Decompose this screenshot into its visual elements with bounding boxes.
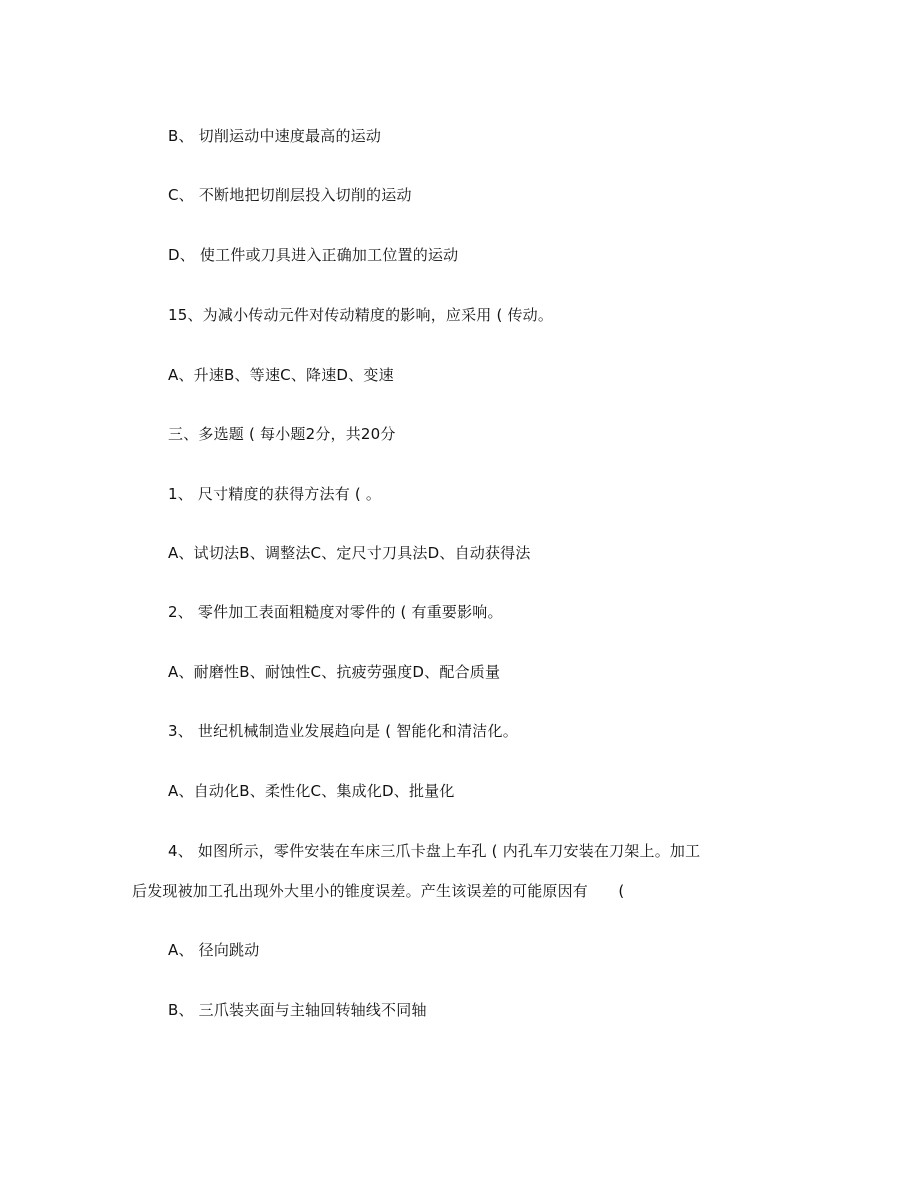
question-2-text: 2、 零件加工表面粗糙度对零件的 ( 有重要影响。 xyxy=(168,603,503,621)
option-b-text: B、 切削运动中速度最高的运动 xyxy=(168,127,382,145)
question-2-options: A、耐磨性B、耐蚀性C、抗疲劳强度D、配合质量 xyxy=(168,663,501,681)
question-15-text: 15、为减小传动元件对传动精度的影响，应采用 ( 传动。 xyxy=(168,306,554,324)
question-4-text-line-2: 后发现被加工孔出现外大里小的锥度误差。产生该误差的可能原因有 ( xyxy=(132,882,625,900)
question-15-options: A、升速B、等速C、降速D、变速 xyxy=(168,366,394,384)
question-4-option-a: A、 径向跳动 xyxy=(168,941,260,959)
question-1-options: A、试切法B、调整法C、定尺寸刀具法D、自动获得法 xyxy=(168,544,531,562)
option-d-text: D、 使工件或刀具进入正确加工位置的运动 xyxy=(168,246,459,264)
option-c-text: C、 不断地把切削层投入切削的运动 xyxy=(168,186,412,204)
question-4-text-line-1: 4、 如图所示，零件安装在车床三爪卡盘上车孔 ( 内孔车刀安装在刀架上。加工 xyxy=(168,842,701,860)
question-3-text: 3、 世纪机械制造业发展趋向是 ( 智能化和清洁化。 xyxy=(168,722,518,740)
question-1-text: 1、 尺寸精度的获得方法有 ( 。 xyxy=(168,485,382,503)
question-3-options: A、自动化B、柔性化C、集成化D、批量化 xyxy=(168,782,455,800)
section-heading-multiple-choice: 三、多选题 ( 每小题2分，共20分 xyxy=(168,425,396,443)
question-4-option-b: B、 三爪装夹面与主轴回转轴线不同轴 xyxy=(168,1001,427,1019)
